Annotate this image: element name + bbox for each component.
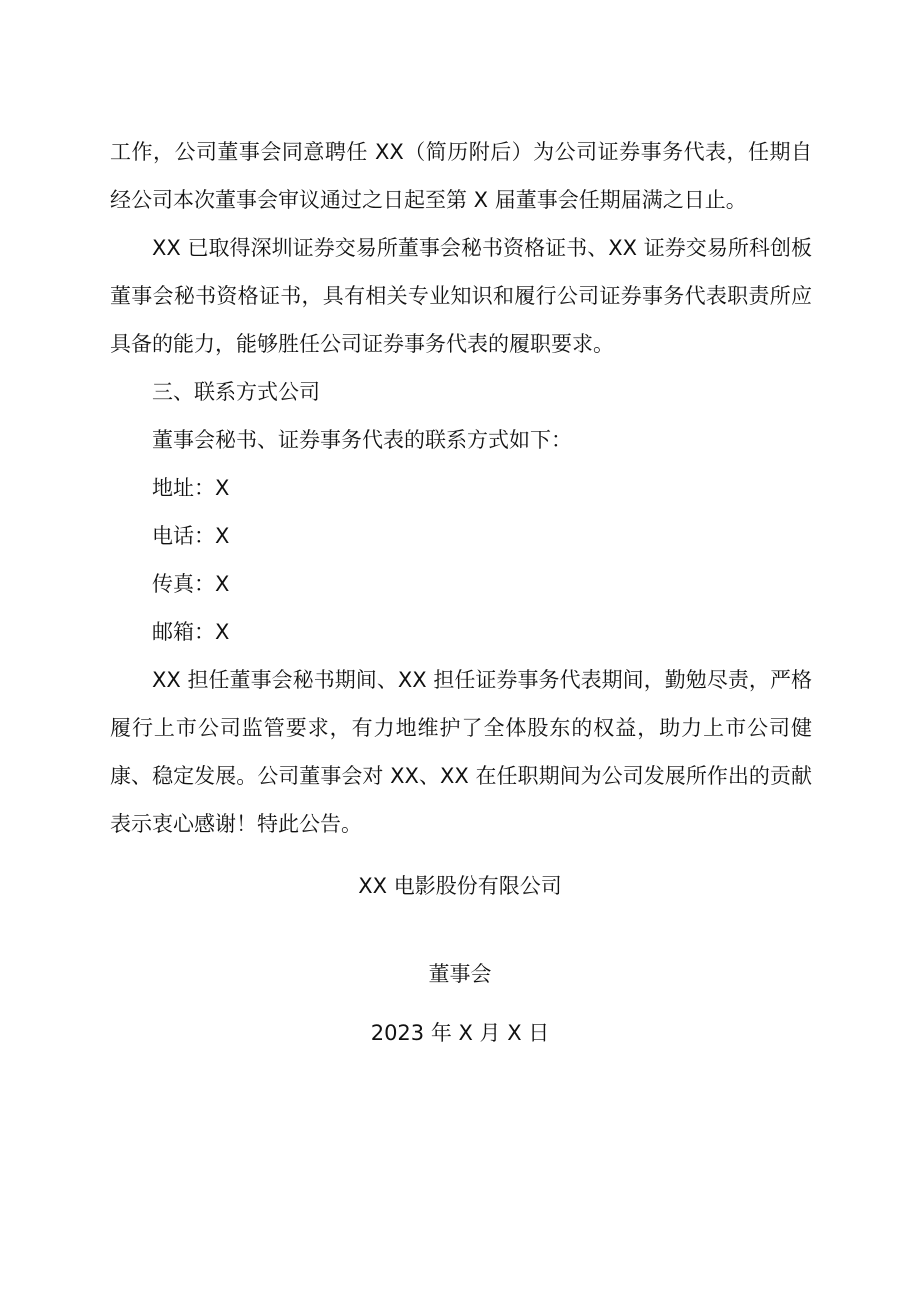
contact-address: 地址：X [152,476,230,500]
signature-company: XX 电影股份有限公司 [358,874,562,898]
contact-intro: 董事会秘书、证券事务代表的联系方式如下： [152,428,572,452]
contact-phone: 电话：X [152,524,230,548]
signature-date: 2023 年 X 月 X 日 [370,1021,550,1045]
appointment-paragraph: 工作，公司董事会同意聘任 XX（简历附后）为公司证券事务代表，任期自经公司本次董事会审议通过之日起至第 X 届董事会任期届满之日止。 [110,140,812,212]
thanks-paragraph: XX 担任董事会秘书期间、XX 担任证券事务代表期间，勤勉尽责，严格履行上市公司监管要求，有力地维护了全体股东的权益，助力上市公司健康、稳定发展。公司董事会对 XX、XX 在任职期间为公司发展所作出的贡献表示衷心感谢！特此公告。 [110,668,812,836]
document-body [110,128,812,848]
contact-fax: 传真：X [152,572,230,596]
qualification-paragraph: XX 已取得深圳证券交易所董事会秘书资格证书、XX 证券交易所科创板董事会秘书资格证书，具有相关专业知识和履行公司证券事务代表职责所应具备的能力，能够胜任公司证券事务代表的履职要求。 [110,236,812,356]
contact-email: 邮箱：X [152,620,230,644]
signature-board: 董事会 [428,962,492,986]
section-three-heading: 三、联系方式公司 [152,380,320,404]
